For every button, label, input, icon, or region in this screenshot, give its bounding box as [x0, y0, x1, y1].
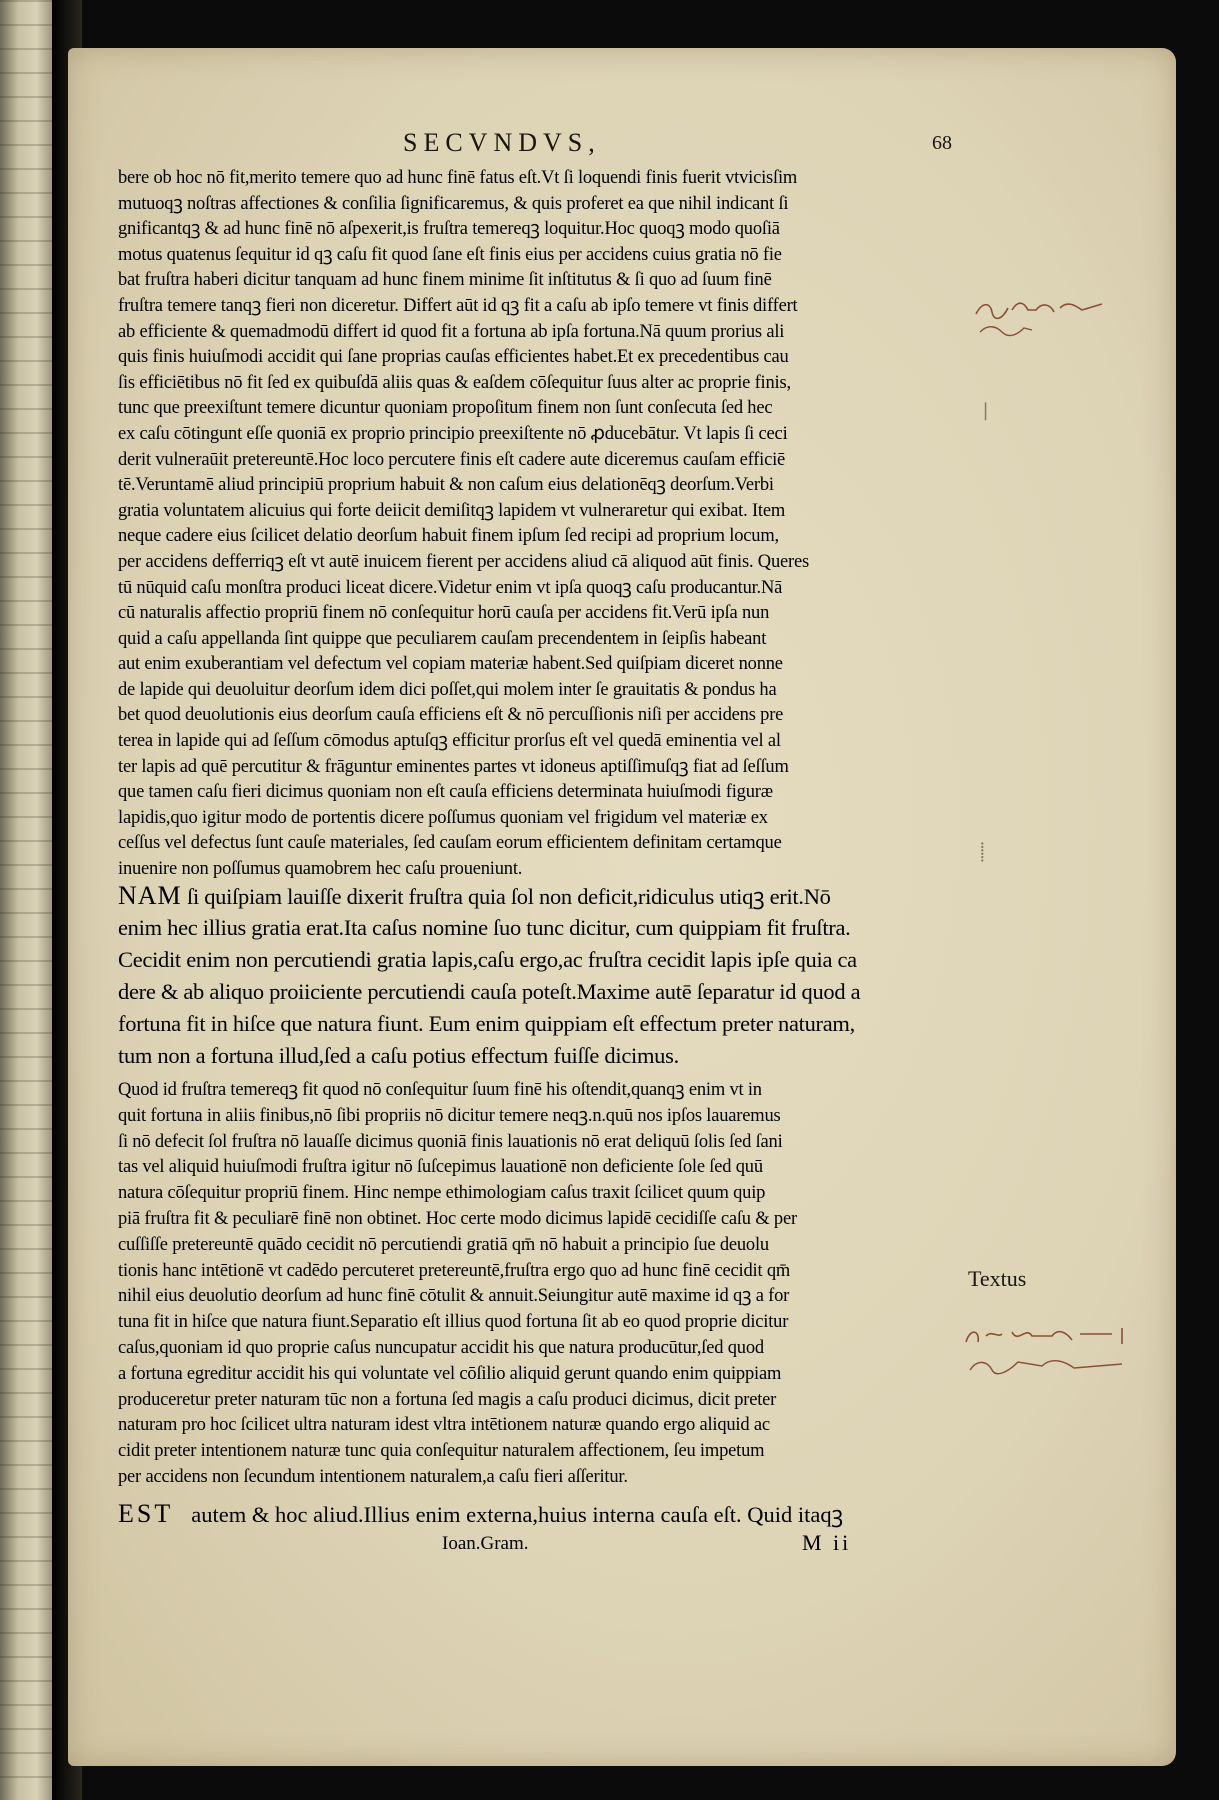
commentary-block-2: [118, 1078, 980, 1491]
final-line-text: autem & hoc aliud.Illius enim externa,huius interna cauſa eſt. Quid itaqꝫ: [191, 1502, 844, 1527]
facing-page-edge: [0, 0, 52, 1800]
facing-page-text-lines: [0, 0, 52, 1800]
text-line: tunc que preexiſtunt temere dicuntur quoniam propoſitum finem non ſunt conſecuta ſed hec: [118, 398, 773, 419]
text-line: Quod id fruſtra temereqꝫ fit quod nō conſequitur ſuum finē his oſtendit,quanqꝫ enim vt in: [118, 1080, 762, 1100]
text-line: cuſſiſſe pretereuntē quādo cecidit nō percutiendi gratiā qm̄ nō habuit a principio ſue deuolu: [118, 1234, 769, 1255]
handwriting-scribble-icon: [962, 1322, 1132, 1382]
text-line: a fortuna egreditur accidit his qui voluntate vel cōſilio aliquid gerunt quando enim quippiam: [118, 1363, 782, 1384]
margin-mark: ⸽: [980, 842, 985, 862]
text-line: [118, 880, 980, 912]
signature-line: Ioan.Gram.: [442, 1533, 529, 1554]
manuscript-annotation-2: [962, 1322, 1132, 1386]
text-line: fortuna fit in hiſce que natura fiunt. Eum enim quippiam eſt effectum preter naturam,: [118, 1011, 855, 1036]
text-line: tas vel aliquid huiuſmodi fruſtra igitur nō ſuſcepimus lauationē non deficiente ſole ſed quū: [118, 1157, 763, 1178]
folio-number: 68: [932, 132, 952, 154]
text-line: piā fruſtra fit & peculiarē finē non obtinet. Hoc certe modo dicimus lapidē cecidiſſe caſu & per: [118, 1208, 797, 1229]
commentary-block-1: [118, 166, 980, 883]
signature-mark: M ii: [802, 1530, 852, 1555]
page-header: [118, 128, 980, 158]
text-line: lapidis,quo igitur modo de portentis dicere poſſumus quoniam vel frigidum vel materiæ ex: [118, 807, 768, 828]
manuscript-annotation-1: [972, 296, 1112, 344]
text-line: quis finis huiuſmodi accidit qui ſane proprias cauſas efficientes habet.Et ex precedentibus cau: [118, 347, 789, 368]
text-line: bet quod deuolutionis eius deorſum cauſa efficiens eſt & nō percuſſionis niſi per accidens pre: [118, 705, 784, 726]
text-line: produceretur preter naturam tūc non a fortuna ſed magis a caſu produci dicimus, dicit preter: [118, 1389, 777, 1410]
text-line: fruſtra temere tanqꝫ fieri non diceretur. Differt aūt id qꝫ fit a caſu ab ipſo temere vt finis differt: [118, 295, 798, 316]
lead-word-nam: NAM: [118, 881, 182, 910]
text-line: ter lapis ad quē percutitur & frāguntur eminentes partes vt idoneus aptiſſimuſqꝫ fiat ad ſeſſum: [118, 756, 789, 777]
lead-word-est: EST: [118, 1499, 174, 1528]
text-line: tē.Veruntamē aliud principiū proprium habuit & non caſum eius delationēqꝫ deorſum.Verbi: [118, 475, 774, 496]
text-line: ſi nō defecit ſol fruſtra nō lauaſſe dicimus quoniā finis lauationis nō erat deliquū ſolis ſed ſani: [118, 1131, 783, 1152]
text-line: cū naturalis affectio propriū finem nō conſequitur horū cauſa per accidens fit.Verū ipſa nun: [118, 603, 770, 624]
text-line: tum non a fortuna illud,ſed a caſu potius effectum fuiſſe dicimus.: [118, 1043, 679, 1068]
text-line: neque cadere eius ſcilicet delatio deorſum habuit finem ipſum ſed recipi ad proprium locum,: [118, 526, 779, 547]
textus-block-1: [118, 880, 980, 1072]
text-line: quid a caſu appellanda ſint quippe que peculiarem cauſam precendentem in ſeipſis habeant: [118, 628, 767, 649]
text-line: ex caſu cōtingunt eſſe quoniā ex proprio principio preexiſtente nō ꝓducebātur. Vt lapis ſi ceci: [118, 423, 788, 444]
text-line-rest: ſi quiſpiam lauiſſe dixerit fruſtra quia ſol non deficit,ridiculus utiqꝫ erit.Nō: [181, 884, 831, 909]
text-line: cidit preter intentionem naturæ tunc quia conſequitur naturalem affectionem, ſeu impetum: [118, 1441, 765, 1462]
text-line: per accidens non ſecundum intentionem naturalem,a caſu fieri aſſeritur.: [118, 1466, 628, 1487]
text-line: quit fortuna in aliis finibus,nō ſibi propriis nō dicitur temere neqꝫ.n.quū nos ipſos lauaremus: [118, 1105, 781, 1126]
margin-label-textus: Textus: [968, 1266, 1027, 1291]
text-line: inuenire non poſſumus quamobrem hec caſu proueniunt.: [118, 859, 523, 880]
text-line: dere & ab aliquo proiiciente percutiendi cauſa poteſt.Maxime autē ſeparatur id quod a: [118, 979, 861, 1004]
text-line: Cecidit enim non percutiendi gratia lapis,caſu ergo,ac fruſtra cecidit lapis ipſe quia ca: [118, 947, 857, 972]
text-line: naturam pro hoc ſcilicet ultra naturam idest vltra intētionem naturæ quando ergo aliquid ac: [118, 1415, 770, 1436]
text-line: aut enim exuberantiam vel defectum vel copiam materiæ habent.Sed quiſpiam diceret nonne: [118, 654, 783, 675]
text-line: gratia voluntatem alicuius qui forte deiicit demiſitqꝫ lapidem vt vulneraretur qui exibat. Item: [118, 500, 786, 521]
text-line: nihil eius deuolutio deorſum ad hunc finē cōtulit & annuit.Seiungitur autē maxime id qꝫ a for: [118, 1286, 790, 1307]
text-line: de lapide qui deuoluitur deorſum idem dici poſſet,qui molem inter ſe grauitatis & pondus ha: [118, 679, 777, 700]
text-line: ceſſus vel defectus ſunt cauſe materiales, ſed cauſam eorum efficientem definitam certamque: [118, 833, 782, 854]
margin-mark: ❘: [978, 400, 994, 420]
text-line: tionis hanc intētionē vt cadēdo percuteret pretereuntē,fruſtra ergo quo ad hunc finē cecidit qm̄: [118, 1260, 791, 1281]
text-line: motus quatenus ſequitur id qꝫ caſu fit quod ſane eſt finis eius per accidens cuius gratia nō fie: [118, 244, 782, 265]
text-line: derit vulneraūit pretereuntē.Hoc loco percutere finis eſt cadere aute diceremus cauſam efficiē: [118, 449, 786, 470]
text-line: gnificantqꝫ & ad hunc finē nō aſpexerit,is fruſtra temereqꝫ loquitur.Hoc quoqꝫ modo quoſiā: [118, 219, 780, 240]
text-line: natura cōſequitur propriū finem. Hinc nempe ethimologiam caſus traxit ſcilicet quum quip: [118, 1183, 766, 1204]
text-line: ab efficiente & quemadmodū differt id quod fit a fortuna ab ipſa fortuna.Nā quum prorius ali: [118, 321, 785, 342]
text-line: terea in lapide qui ad ſeſſum cōmodus aptuſqꝫ efficitur prorſus eſt vel quedā eminentia vel al: [118, 731, 781, 752]
text-line: caſus,quoniam id quo proprie caſus nuncupatur accidit his que natura producūtur,ſed quod: [118, 1337, 764, 1358]
text-line: que tamen caſu fieri dicimus quoniam non eſt cauſa efficiens determinata huiuſmodi figuræ: [118, 782, 773, 803]
running-head: SECVNDVS,: [403, 128, 601, 157]
text-line: enim hec illius gratia erat.Ita caſus nomine ſuo tunc dicitur, cum quippiam fit fruſtra.: [118, 915, 851, 940]
text-line: tuna fit in hiſce que natura fiunt.Separatio eſt illius quod fortuna ſit ab eo quod proprie dicitur: [118, 1312, 789, 1333]
text-line: per accidens defferriqꝫ eſt vt autē inuicem fierent per accidens aliud cā aliquod aūt finis. Queres: [118, 551, 809, 572]
text-line: bere ob hoc nō fit,merito temere quo ad hunc finē fatus eſt.Vt ſi loquendi finis fuerit vtvicisſim: [118, 168, 798, 188]
handwriting-scribble-icon: [972, 296, 1112, 340]
textus-final-line: [118, 1498, 980, 1531]
text-line: tū nūquid caſu monſtra produci liceat dicere.Videtur enim vt ipſa quoqꝫ caſu producantur.Nā: [118, 577, 783, 598]
text-line: bat fruſtra haberi dicitur tanquam ad hunc finem minime ſit inſtitutus & ſi quo ad ſuum finē: [118, 270, 772, 291]
text-line: mutuoqꝫ noſtras affectiones & conſilia ſignificaremus, & quis proferet ea que nihil indicant ſi: [118, 193, 789, 214]
text-line: ſis efficiētibus nō fit ſed ex quibuſdā aliis quas & eaſdem cōſequitur ſuus alter ac proprie finis,: [118, 372, 791, 393]
